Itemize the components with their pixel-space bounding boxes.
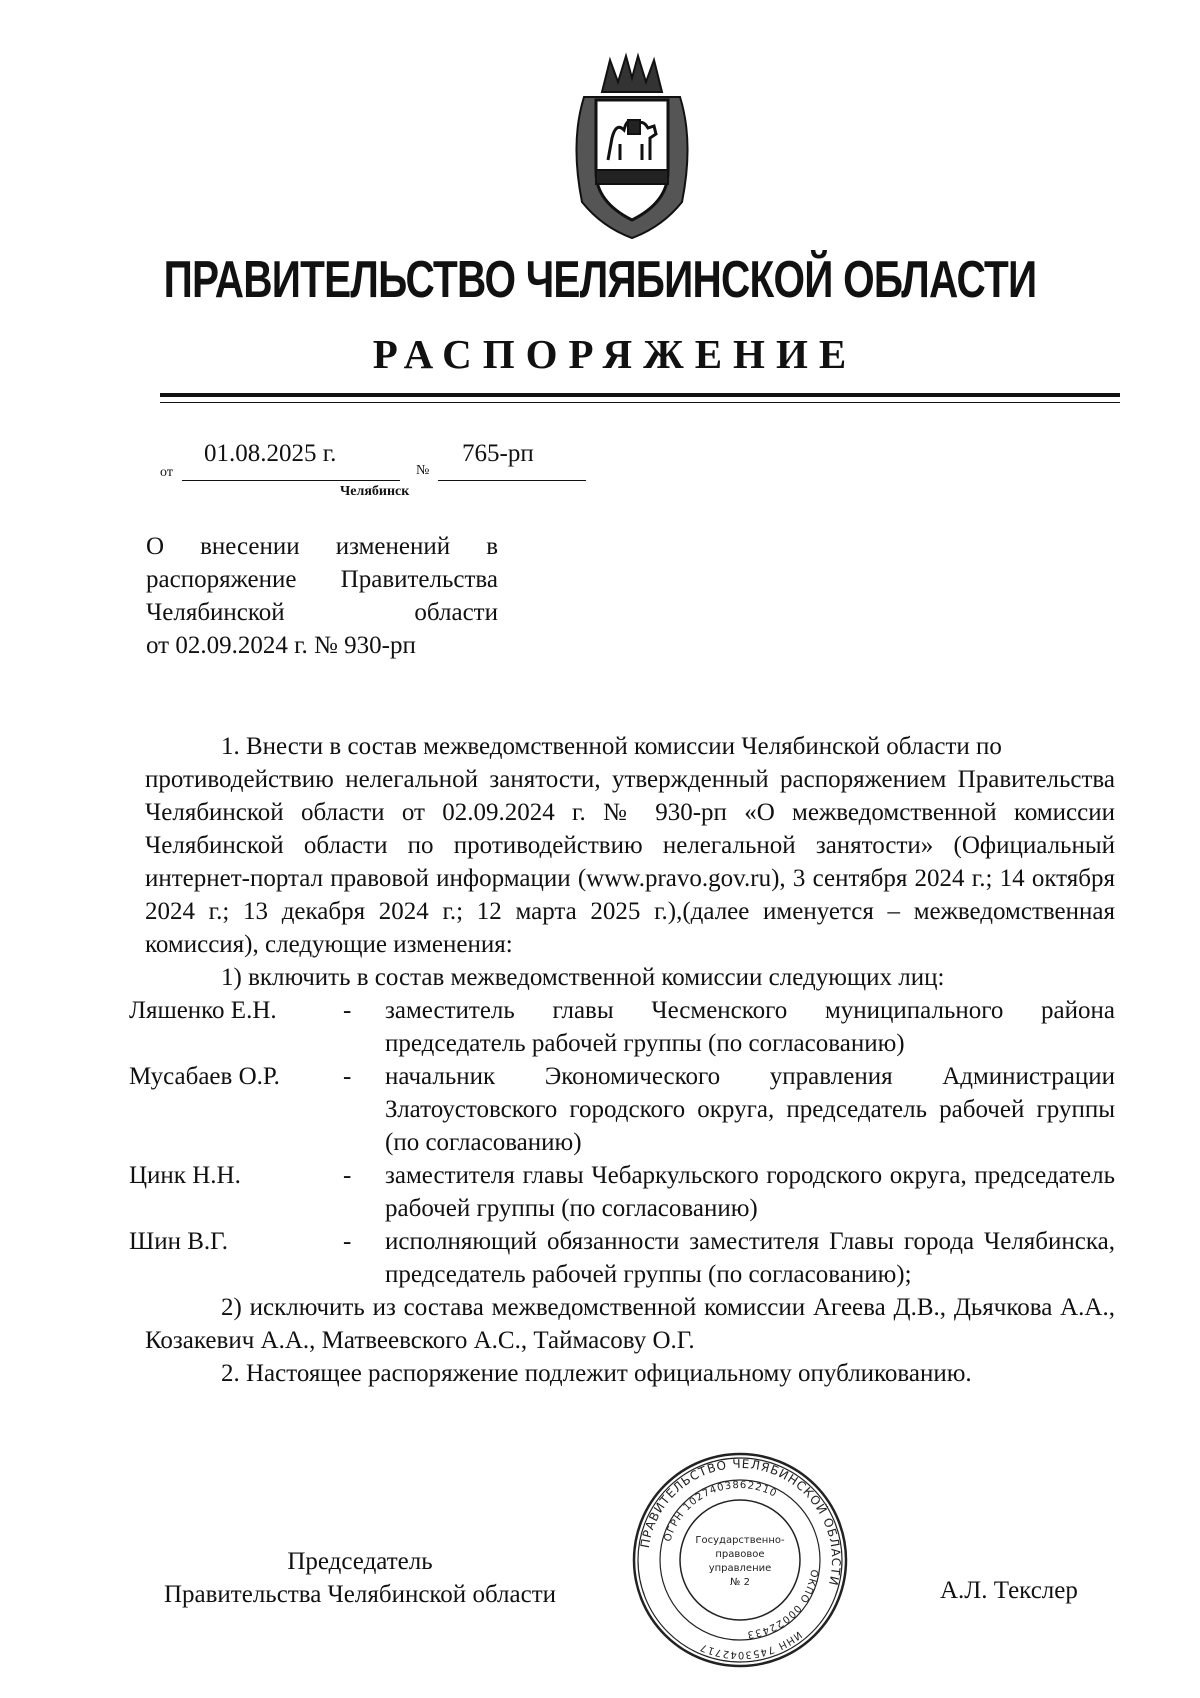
document-date: 01.08.2025 г. [204,440,337,467]
header-rule-thin [160,402,1120,403]
chair-title-line: Председатель [287,1548,433,1575]
coat-of-arms-emblem [562,52,702,242]
item-2-text: 2) исключить из состава межведомственной комиссии Агеева Д.В., Дьячкова А.А., Козакевич А.А., Матвеевского А.С., Таймасову О.Г. [145,1294,1115,1354]
member-row [129,1159,1115,1225]
member-name: Цинк Н.Н. [129,1162,241,1189]
paragraph-2-text: 2. Настоящее распоряжение подлежит официальному опубликованию. [221,1360,972,1387]
header-rule-thick [160,393,1120,397]
member-dash: - [343,1228,352,1255]
member-row [129,1060,1115,1159]
document-type-title: РАСПОРЯЖЕНИЕ [372,331,858,377]
organization-title: ПРАВИТЕЛЬСТВО ЧЕЛЯБИНСКОЙ ОБЛАСТИ [163,251,1037,309]
stamp-center-line: Государственно- [695,1535,785,1546]
member-role: заместителя главы Чебаркульского городского округа, председатель рабочей группы (по согласованию) [385,1162,1115,1222]
date-underline [182,480,400,481]
issue-city: Челябинск [340,484,410,499]
member-row [129,1225,1115,1291]
member-name: Ляшенко Е.Н. [129,997,277,1024]
stamp-okpo: ОКПО 00022433 [745,1568,820,1640]
official-stamp [630,1450,850,1670]
chair-title [120,1545,600,1611]
member-dash: - [343,1063,352,1090]
date-prefix-label: от [160,465,173,480]
chair-title-line: Правительства Челябинской области [163,1581,557,1608]
stamp-center-line: № 2 [730,1577,750,1588]
subject-line: О внесении изменений в [146,533,498,560]
svg-text:ОКПО 00022433 [746,1568,820,1639]
stamp-ogrn: ОГРН 1027403862210 [662,1479,779,1544]
member-role: исполняющий обязанности заместителя Главы города Челябинска, председатель рабочей группы (по согласованию); [385,1228,1115,1288]
document-body [129,730,1115,1390]
stamp-center-line: управление [708,1563,772,1574]
document-number: 765-рп [462,440,534,467]
number-label: № [416,463,430,478]
member-name: Мусабаев О.Р. [129,1063,280,1090]
stamp-inn: ИНН 7453042717 [698,1628,804,1661]
subject-line: распоряжение Правительства [146,566,498,593]
item-1-intro: 1) включить в состав межведомственной комиссии следующих лиц: [221,964,945,991]
stamp-center-line: правовое [715,1549,765,1560]
signer-name: А.Л. Текслер [940,1577,1078,1604]
document-subject [146,530,498,662]
paragraph-1-text: противодействию нелегальной занятости, утвержденный распоряжением Правительства Челябинской области от 02.09.2024 г. № 930-рп «О межведомственной комиссии Челябинской области по противодействию нелегальной занятости» (Официальный интернет-портал правовой информации (www.pravo.gov.ru), 3 сентября 2024 г.; 14 октября 2024 г.; 13 декабря 2024 г.; 12 марта 2025 г.),(далее именуется – межведомственная комиссия), следующие изменения: [145,766,1115,958]
member-role: заместитель главы Чесменского муниципального района председатель рабочей группы (по согласованию) [385,997,1115,1057]
stamp-outer-text: ПРАВИТЕЛЬСТВО ЧЕЛЯБИНСКОЙ ОБЛАСТИ [637,1456,844,1588]
subject-line: Челябинской области [146,599,498,626]
member-dash: - [343,997,352,1024]
member-row [129,994,1115,1060]
subject-line: от 02.09.2024 г. № 930-рп [146,632,416,659]
number-underline [438,480,586,481]
member-name: Шин В.Г. [129,1228,229,1255]
member-role: начальник Экономического управления Администрации Златоустовского городского округа, председатель рабочей группы (по согласованию) [385,1063,1115,1156]
member-dash: - [343,1162,352,1189]
paragraph-1-first-line: 1. Внести в состав межведомственной комиссии Челябинской области по [221,733,1002,760]
